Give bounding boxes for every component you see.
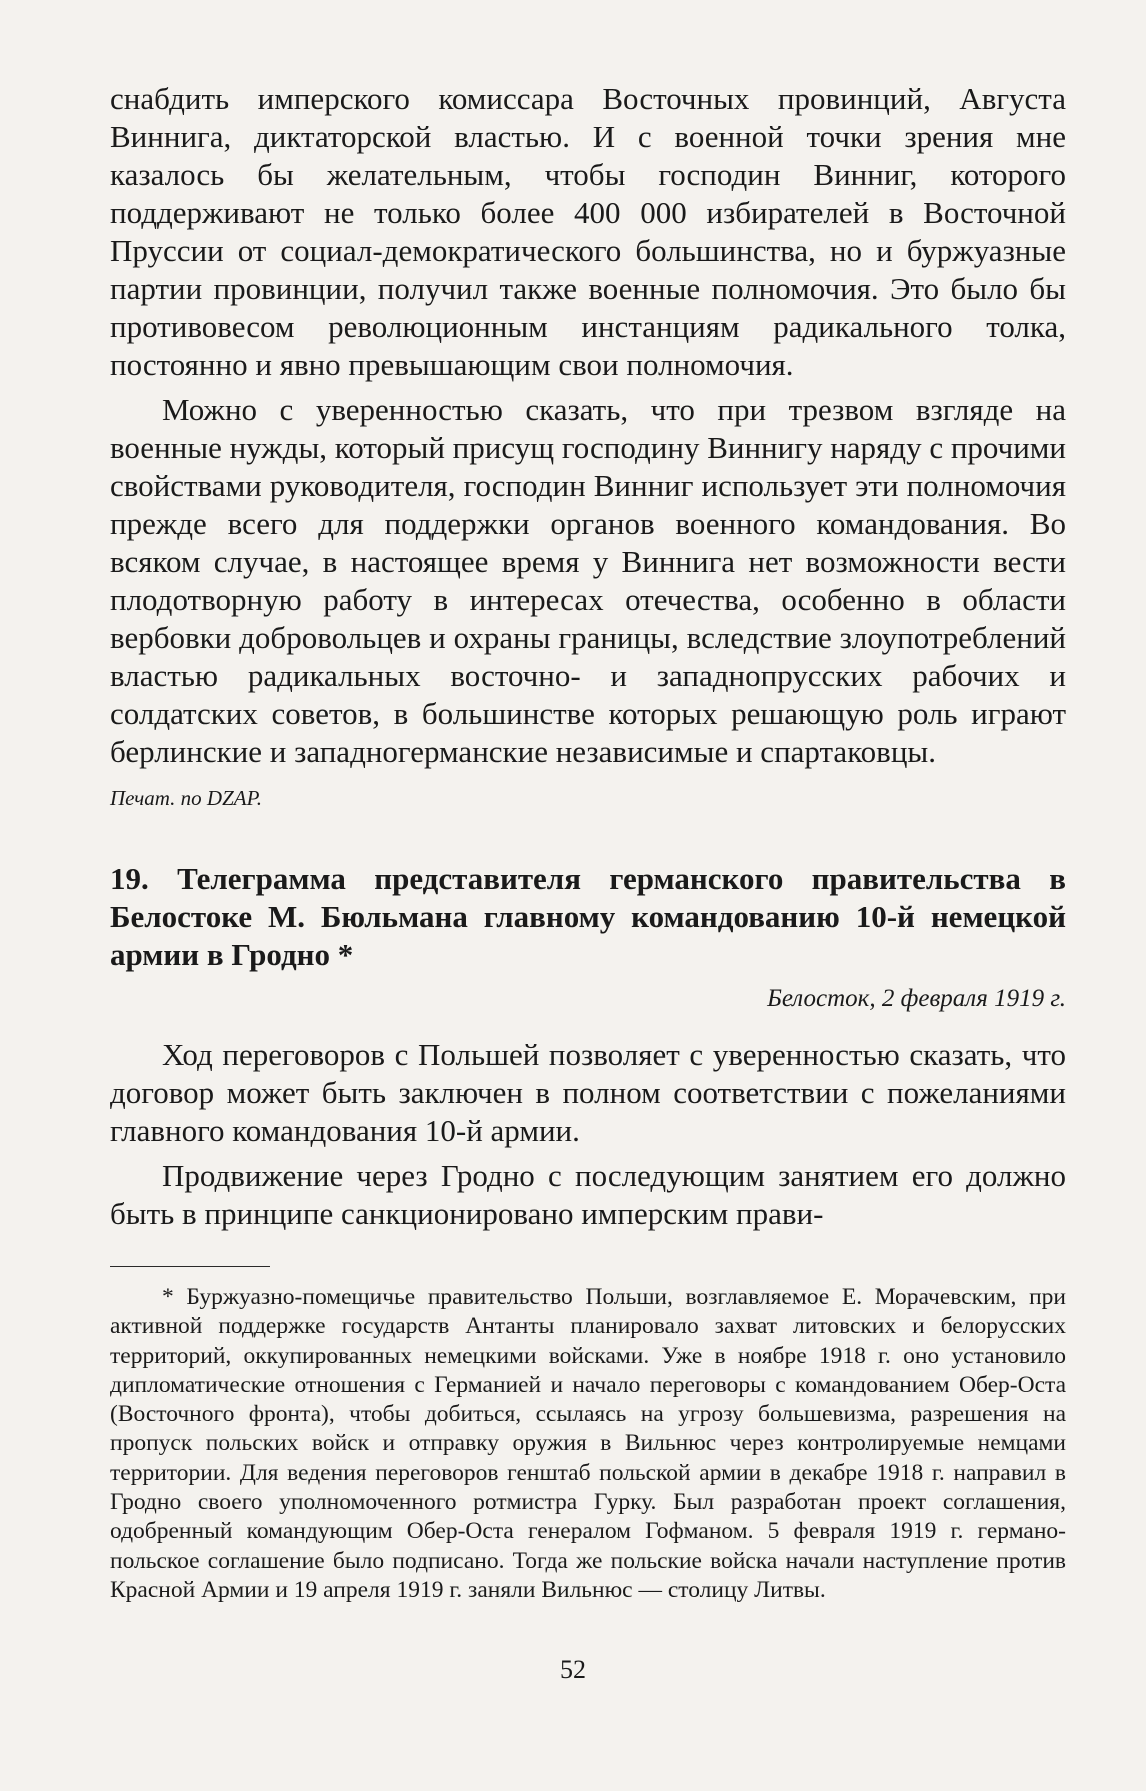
body-paragraph: Можно с уверенностью сказать, что при трезвом взгляде на военные нужды, который присущ господину Виннигу наряду с прочими свойствами руководителя, господин Винниг использует эти полномочия прежде всего для поддержки органов военного командования. Во всяком случае, в настоящее время у Виннига нет возможности вести плодотворную работу в интересах отечества, особенно в области вербовки добровольцев и охраны границы, вследствие злоупотреблений властью радикальных восточно- и западнопрусских рабочих и солдатских советов, в большинстве которых решающую роль играют берлинские и западногерманские независимые и спартаковцы. <box>110 392 1067 769</box>
page-content <box>110 80 1066 1605</box>
body-paragraph-continued: снабдить имперского комиссара Восточных провинций, Августа Виннига, диктаторской властью. И с военной точки зрения мне казалось бы желательным, чтобы господин Винниг, которого поддерживают не только более 400 000 избирателей в Восточной Пруссии от социал-демократического большинства, но и буржуазные партии провинции, получил также военные полномочия. Это было бы противовесом революционным инстанциям радикального толка, постоянно и явно превышающим свои полномочия. <box>110 81 1066 382</box>
footnote-divider <box>110 1266 270 1267</box>
document-paragraph: Ход переговоров с Польшей позволяет с уверенностью сказать, что договор может быть заключен в полном соответствии с пожеланиями главного командования 10-й армии. <box>110 1037 1066 1148</box>
document-heading: 19. Телеграмма представителя германского правительства в Белостоке М. Бюльмана главному командованию 10-й немецкой армии в Гродно * <box>110 861 1066 972</box>
footnote: * Буржуазно-помещичье правительство Польши, возглавляемое Е. Морачевским, при активной поддержке государств Антанты планировало захват литовских и белорусских территорий, оккупированных немецкими войсками. Уже в ноябре 1918 г. оно установило дипломатические отношения с Германией и начало переговоры с командованием Обер-Оста (Восточного фронта), чтобы добиться, ссылаясь на угрозу большевизма, разрешения на пропуск польских войск и отправку оружия в Вильнюс через контролируемые немцами территории. Для ведения переговоров генштаб польской армии в декабре 1918 г. направил в Гродно своего уполномоченного ротмистра Гурку. Был разработан проект соглашения, одобренный командующим Обер-Оста генералом Гофманом. 5 февраля 1919 г. германо-польское соглашение было подписано. Тогда же польские войска начали наступление против Красной Армии и 19 апреля 1919 г. заняли Вильнюс — столицу Литвы. <box>110 1284 1066 1603</box>
page-number: 52 <box>560 1655 586 1684</box>
source-note: Печат. по DZAP. <box>110 786 262 810</box>
document-dateline: Белосток, 2 февраля 1919 г. <box>767 985 1066 1012</box>
document-paragraph: Продвижение через Гродно с последующим занятием его должно быть в принципе санкционировано имперским прави- <box>110 1158 1066 1231</box>
